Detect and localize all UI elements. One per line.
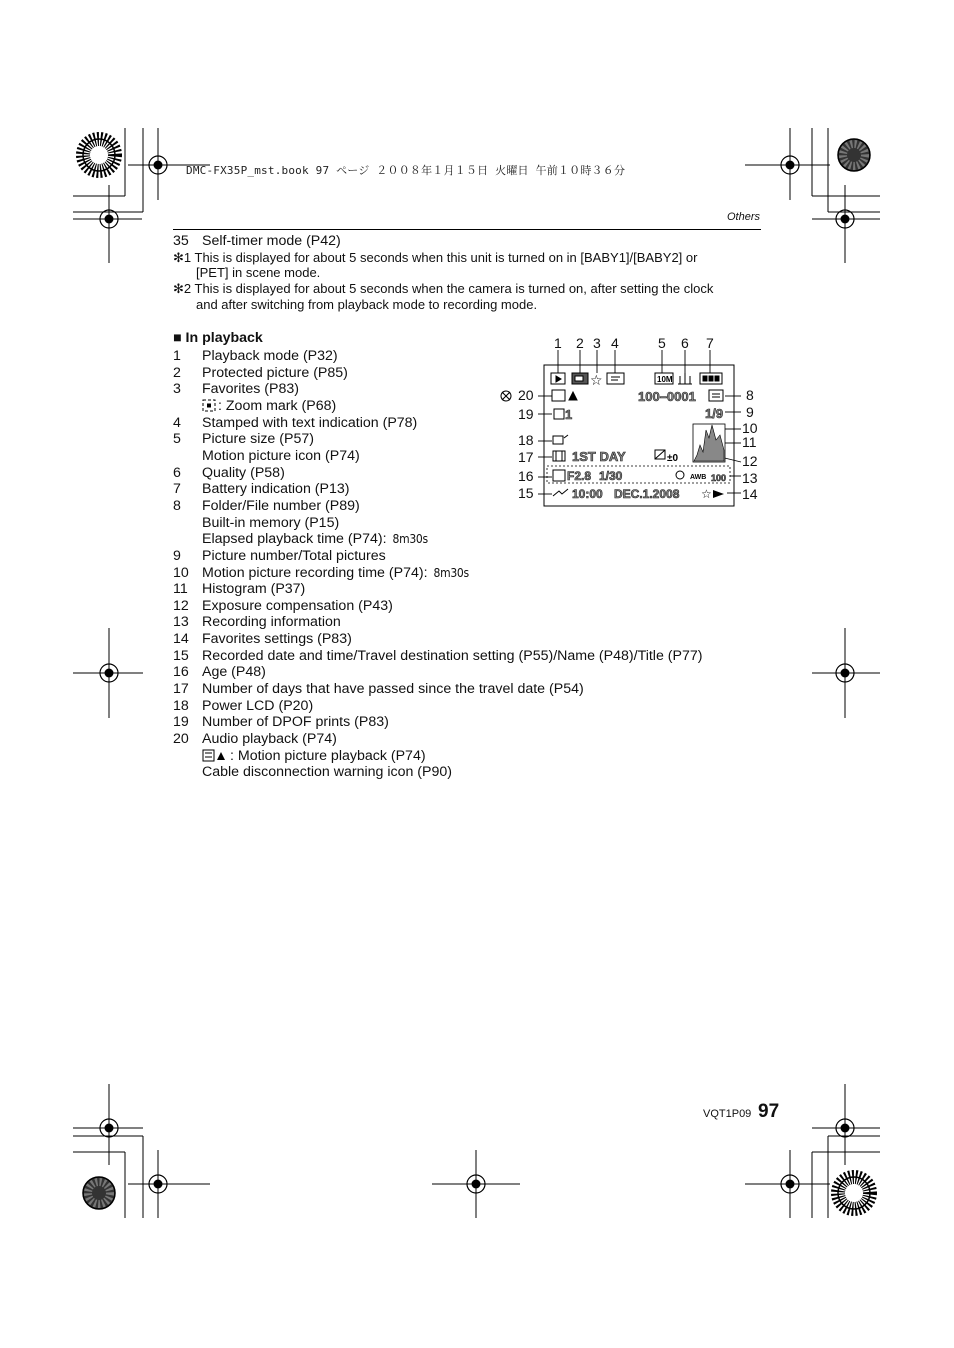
header-rule bbox=[173, 229, 761, 230]
age-icon bbox=[553, 470, 565, 481]
iso: 100 bbox=[711, 473, 727, 483]
footnote-mark: ✻1 bbox=[173, 250, 192, 265]
item-number: 3 bbox=[173, 381, 181, 398]
footnote bbox=[173, 281, 713, 297]
item-line bbox=[202, 548, 386, 565]
item-text: Elapsed playback time (P74): bbox=[202, 531, 387, 548]
picture-size-icon bbox=[655, 373, 673, 384]
aperture: F2.8 bbox=[567, 469, 592, 483]
item-number: 20 bbox=[173, 731, 189, 747]
item-number: 5 bbox=[173, 431, 181, 448]
item-line bbox=[202, 664, 266, 681]
travel-icon bbox=[553, 451, 565, 461]
item-line bbox=[202, 731, 337, 748]
item-text: Quality (P58) bbox=[202, 464, 285, 481]
callout-12: 12 bbox=[742, 453, 758, 469]
callout-1: 1 bbox=[554, 335, 562, 351]
section-heading bbox=[173, 330, 263, 346]
item-number: 8 bbox=[173, 497, 181, 514]
elapsed-time-indicator: 8m30s bbox=[392, 532, 428, 547]
callout-7: 7 bbox=[706, 335, 714, 351]
footnote-line: This is displayed for about 5 seconds when this unit is turned on in [BABY1]/[BABY2] or bbox=[194, 250, 698, 265]
item-line bbox=[202, 448, 360, 465]
item-text: Playback mode (P32) bbox=[202, 348, 338, 364]
exposure-comp-value: ±0 bbox=[667, 453, 679, 464]
favorite-star-icon: ☆ bbox=[590, 373, 603, 389]
item-line bbox=[202, 764, 452, 781]
item-text: Protected picture (P85) bbox=[202, 364, 348, 381]
item-text: Folder/File number (P89) bbox=[202, 497, 360, 514]
item-line bbox=[202, 581, 305, 598]
motion-playback-icon bbox=[552, 390, 577, 401]
battery-icon bbox=[700, 373, 722, 384]
item-line bbox=[202, 614, 341, 631]
item-number: 9 bbox=[173, 547, 181, 564]
item-line bbox=[202, 381, 299, 398]
item-line bbox=[202, 481, 349, 498]
file-number: 100–0001 bbox=[638, 389, 696, 404]
heading-text: In playback bbox=[185, 330, 263, 346]
item-text: Age (P48) bbox=[202, 664, 266, 681]
item-text: Self-timer mode (P42) bbox=[202, 233, 341, 249]
callout-14: 14 bbox=[742, 486, 758, 502]
travel-day: 1ST DAY bbox=[572, 449, 626, 464]
item-line bbox=[202, 465, 285, 482]
item-number: 19 bbox=[173, 714, 189, 731]
picture-count: 1/9 bbox=[705, 406, 724, 421]
item-text: Picture number/Total pictures bbox=[202, 547, 386, 564]
print-info: DMC-FX35P_mst.book 97 ページ ２００８年１月１５日 火曜日 午前１０時３６分 bbox=[186, 164, 626, 177]
page-number: 97 bbox=[758, 1101, 780, 1122]
item-number: 2 bbox=[173, 364, 181, 381]
item-number: 4 bbox=[173, 414, 181, 431]
item-number: 17 bbox=[173, 681, 189, 697]
item-text: Favorites (P83) bbox=[202, 381, 299, 398]
callout-16: 16 bbox=[518, 468, 534, 484]
item-line bbox=[202, 431, 314, 448]
item-number: 6 bbox=[173, 464, 181, 481]
callout-9: 9 bbox=[746, 404, 754, 420]
callout-5: 5 bbox=[658, 335, 666, 351]
cable-warning-icon bbox=[501, 391, 511, 401]
item-text: Favorites settings (P83) bbox=[202, 631, 352, 647]
item-text: Cable disconnection warning icon (P90) bbox=[202, 764, 452, 781]
shutter-speed: 1/30 bbox=[599, 469, 623, 483]
item-text: Number of days that have passed since the travel date (P54) bbox=[202, 681, 584, 697]
callout-13: 13 bbox=[742, 470, 758, 486]
item-number: 18 bbox=[173, 697, 189, 714]
callout-4: 4 bbox=[611, 335, 619, 351]
item-text: : Motion picture playback (P74) bbox=[230, 747, 426, 764]
item-text: Exposure compensation (P43) bbox=[202, 597, 393, 614]
item-text: Recorded date and time/Travel destination setting (P55)/Name (P48)/Title (P77) bbox=[202, 647, 703, 664]
item-text: Power LCD (P20) bbox=[202, 697, 314, 714]
item-line bbox=[202, 714, 389, 731]
item-text: Picture size (P57) bbox=[202, 431, 314, 448]
item-text: Built-in memory (P15) bbox=[202, 514, 340, 531]
callout-10: 10 bbox=[742, 420, 758, 436]
footnote-line: This is displayed for about 5 seconds when the camera is turned on, after setting the clock bbox=[194, 281, 714, 296]
callout-8: 8 bbox=[746, 387, 754, 403]
callout-6: 6 bbox=[681, 335, 689, 351]
item-number: 11 bbox=[173, 581, 188, 598]
dpof-count: 1 bbox=[565, 407, 573, 422]
item-line bbox=[202, 565, 469, 582]
item-line bbox=[202, 648, 702, 665]
item-line bbox=[202, 698, 313, 715]
item-number: 16 bbox=[173, 664, 189, 681]
lcd-diagram bbox=[495, 332, 770, 512]
callout-19: 19 bbox=[518, 406, 534, 422]
model-code: VQT1P09 bbox=[703, 1108, 752, 1120]
item-text: : Zoom mark (P68) bbox=[218, 397, 337, 414]
protect-icon bbox=[572, 373, 588, 384]
footnote-line: and after switching from playback mode to recording mode. bbox=[196, 297, 538, 312]
text-stamp-icon bbox=[607, 373, 624, 384]
item-number: 14 bbox=[173, 631, 189, 647]
item-line bbox=[202, 348, 338, 365]
rec-time-of-day: 10:00 bbox=[572, 487, 603, 501]
item-text: Battery indication (P13) bbox=[202, 481, 350, 498]
callout-15: 15 bbox=[518, 485, 534, 501]
item-text: Stamped with text indication (P78) bbox=[202, 414, 418, 431]
item-line bbox=[202, 598, 393, 615]
playback-mode-icon bbox=[551, 373, 565, 384]
favorites-setting-icon: ☆ bbox=[701, 487, 712, 501]
callout-2: 2 bbox=[576, 335, 584, 351]
callout-20: 20 bbox=[518, 387, 534, 403]
item-text: Number of DPOF prints (P83) bbox=[202, 714, 389, 731]
item-number: 15 bbox=[173, 647, 189, 664]
footnote-line: [PET] in scene mode. bbox=[196, 265, 321, 280]
section-label: Others bbox=[726, 211, 760, 223]
item-number: 35 bbox=[173, 233, 189, 249]
item-line bbox=[202, 365, 348, 382]
item-text: Histogram (P37) bbox=[202, 581, 306, 598]
item-line bbox=[202, 531, 428, 548]
exposure-comp-icon bbox=[655, 450, 665, 459]
item-number: 1 bbox=[173, 348, 181, 364]
item-line bbox=[202, 498, 360, 515]
callout-11: 11 bbox=[742, 434, 757, 450]
bullet-square-icon: ■ bbox=[173, 330, 182, 346]
item-line bbox=[202, 631, 352, 648]
svg-text:10M: 10M bbox=[657, 375, 673, 384]
item-text: Motion picture recording time (P74): bbox=[202, 564, 428, 581]
callout-18: 18 bbox=[518, 432, 534, 448]
item-number: 10 bbox=[173, 564, 189, 581]
footnote-mark: ✻2 bbox=[173, 281, 192, 296]
elapsed-time-indicator: 8m30s bbox=[433, 565, 469, 580]
item-text: Audio playback (P74) bbox=[202, 731, 337, 747]
callout-17: 17 bbox=[518, 449, 534, 465]
footnote bbox=[173, 250, 697, 266]
item-text: Recording information bbox=[202, 614, 341, 631]
item-number: 7 bbox=[173, 481, 181, 498]
item-number: 13 bbox=[173, 614, 189, 631]
rec-date: DEC.1.2008 bbox=[614, 487, 680, 501]
built-in-memory-icon bbox=[709, 390, 723, 401]
item-line bbox=[202, 515, 339, 532]
item-line bbox=[202, 415, 417, 432]
callout-3: 3 bbox=[593, 335, 601, 351]
wb-icon: AWB bbox=[690, 474, 707, 481]
item-number: 12 bbox=[173, 597, 189, 614]
item-text: Motion picture icon (P74) bbox=[202, 447, 360, 464]
item-line bbox=[202, 681, 584, 698]
